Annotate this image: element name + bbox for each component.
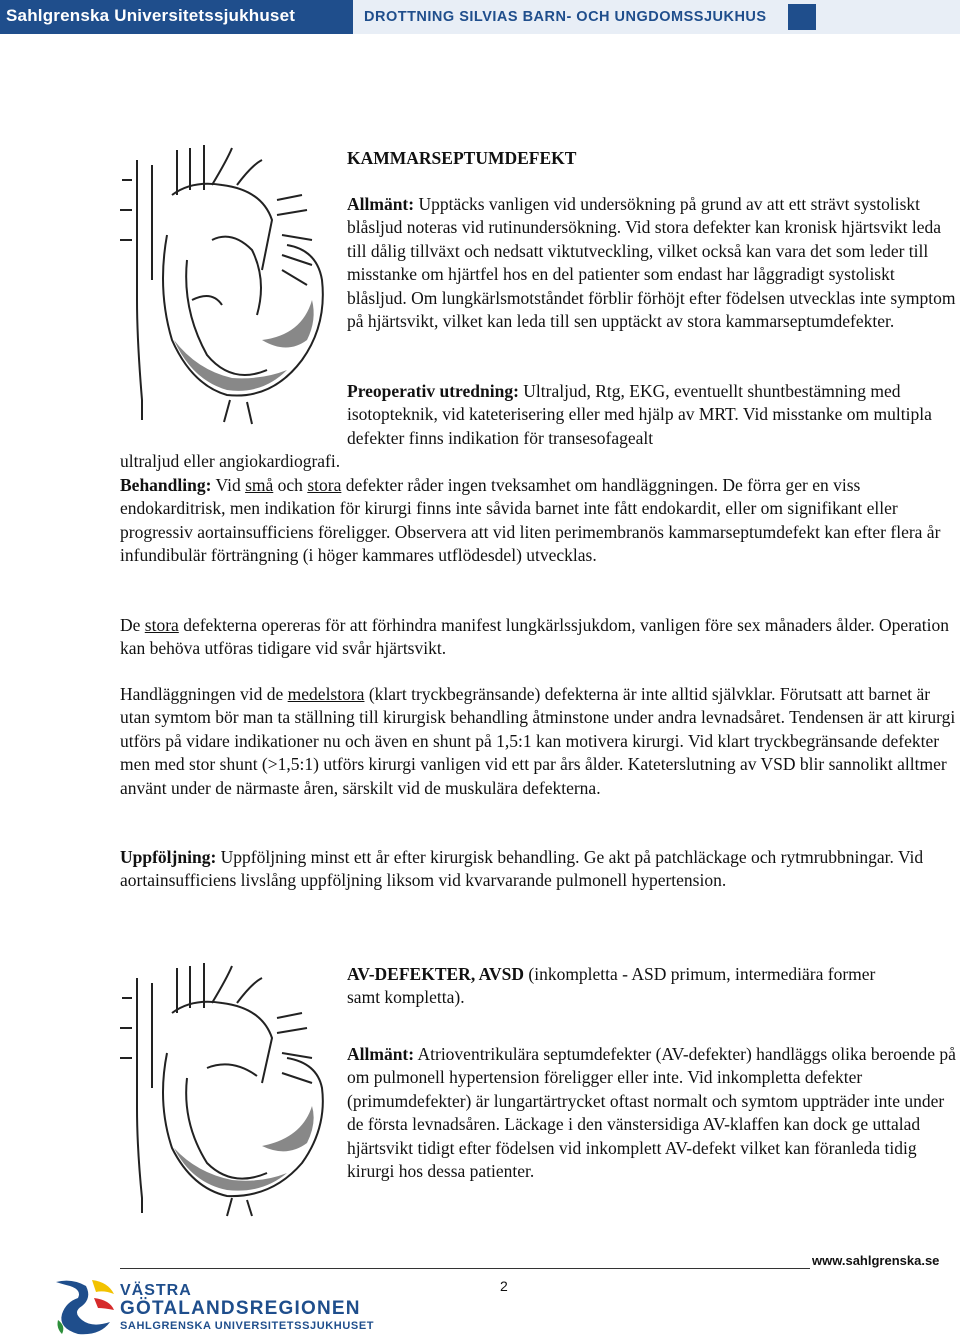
vsd-preop-paragraph	[347, 380, 957, 450]
vsd-behandling-label: Behandling:	[120, 475, 212, 495]
region-line2: GÖTALANDSREGIONEN	[120, 1298, 361, 1319]
vsd-uppfoljning-paragraph	[120, 846, 950, 893]
vsd-medel-pre: Handläggningen vid de	[120, 684, 288, 704]
vsd-stora-paragraph	[120, 614, 950, 661]
footer-url[interactable]: www.sahlgrenska.se	[812, 1253, 940, 1268]
vsd-stora-pre: De	[120, 615, 145, 635]
region-logo-icon	[52, 1276, 118, 1338]
vsd-behandling-sma: små	[245, 475, 274, 495]
avsd-heading	[347, 963, 907, 1010]
heart-avsd-illustration	[112, 958, 342, 1218]
avsd-subtitle: (inkompletta - ASD primum, intermediära former samt kompletta).	[347, 964, 876, 1008]
vsd-uppfoljning-label: Uppföljning:	[120, 847, 217, 867]
vsd-behandling-stora: stora	[307, 475, 342, 495]
vsd-preop-label: Preoperativ utredning:	[347, 381, 519, 401]
heart-vsd-illustration	[112, 140, 342, 430]
footer-divider	[120, 1268, 810, 1269]
vsd-behandling-text: defekter råder ingen tveksamhet om handläggningen. De förra ger en viss endokarditrisk, men indikation för kirurgi finns inte såvida barnet inte fått endokardit, eller om signifikant eller progressiv aortainsufficiens föreligger. Observera att vid liten perimembranös kammarseptumdefekt kan efter flera år infundibulär förträngning (i höger kammares utflödesdel) utvecklas.	[120, 475, 941, 566]
vsd-preop-continued: ultraljud eller angiokardiografi.	[120, 451, 341, 471]
header-banner	[0, 0, 960, 34]
vsd-medel-paragraph	[120, 683, 960, 800]
vsd-behandling-paragraph	[120, 474, 950, 568]
vsd-stora-underlined: stora	[144, 615, 179, 635]
region-line1: VÄSTRA	[120, 1282, 192, 1299]
vsd-behandling-pre: Vid	[211, 475, 246, 495]
avsd-allmant-paragraph	[347, 1043, 959, 1183]
vsd-preop-text: Ultraljud, Rtg, EKG, eventuellt shuntbestämning med isotopteknik, vid kateterisering eller med hjälp av MRT. Vid misstanke om multipla defekter finns indikation för transesofagealt	[347, 381, 932, 448]
avsd-title: AV-DEFEKTER, AVSD	[347, 964, 524, 984]
vsd-allmant-text: Upptäcks vanligen vid undersökning på grund av att ett strävt systoliskt blåsljud noteras vid rutinundersökning. Vid stora defekter kan kronisk hjärtsvikt leda till dålig tillväxt och nedsatt viktutveckling, vilket också kan vara det som leder till misstanke om hjärtfel hos en del patienter som endast har låggradigt systoliskt blåsljud. Om lungkärlsmotståndet förblir förhöjt efter födelsen utvecklas inte symptom på hjärtsvikt, vilket kan leda till sen upptäckt av stora kammarseptumdefekter.	[347, 194, 956, 332]
hospital-name: Sahlgrenska Universitetssjukhuset	[6, 6, 296, 25]
vsd-stora-text: defekterna opereras för att förhindra manifest lungkärlssjukdom, vanligen före sex månaders ålder. Operation kan behöva utföras tidigare vid svår hjärtsvikt.	[120, 615, 950, 659]
vsd-medel-underlined: medelstora	[287, 684, 365, 704]
region-line3: SAHLGRENSKA UNIVERSITETSSJUKHUSET	[120, 1320, 375, 1332]
banner-tab	[788, 4, 816, 30]
vsd-medel-text: (klart tryckbegränsande) defekterna är inte alltid självklar. Förutsatt att barnet är utan symtom bör man ta ställning till kirurgisk behandling åtminstone under andra levnadsåret. Tendensen är att kirurgi utförs på vidare indikationer nu och även en shunt på 1,5:1 kan motivera kirurgi. Vid klart tryckbegränsande defekter men med stor shunt (>1,5:1) utförs kirurgi vanligen vid ett par års ålder. Kateterslutning av VSD blir sannolikt alltmer använt under de närmaste åren, särskilt vid de muskulära defekterna.	[120, 684, 956, 798]
page-number: 2	[500, 1278, 508, 1294]
region-logo-text	[120, 1282, 374, 1332]
vsd-behandling-mid: och	[273, 475, 308, 495]
vsd-uppfoljning-text: Uppföljning minst ett år efter kirurgisk behandling. Ge akt på patchläckage och rytmrubbningar. Vid aortainsufficiens livslång uppföljning liksom vid kvarvarande pulmonell hypertension.	[120, 847, 924, 891]
vsd-title: KAMMARSEPTUMDEFEKT	[347, 148, 577, 168]
avsd-allmant-label: Allmänt:	[347, 1044, 415, 1064]
vsd-allmant-paragraph	[347, 193, 957, 333]
vsd-allmant-label: Allmänt:	[347, 194, 415, 214]
avsd-allmant-text: Atrioventrikulära septumdefekter (AV-defekter) handläggs olika beroende på om pulmonell hypertension föreligger eller inte. Vid inkompletta defekter (primumdefekter) är lungartärtrycket oftast normalt och symtom uppträder inte under de första levnadsåren. Läckage i den vänstersidiga AV-klaffen kan dock ge uttalad hjärtsvikt tidigt efter födelsen vid inkomplett AV-defekt vilket kan föranleda tidig kirurgi hos dessa patienter.	[347, 1044, 956, 1182]
unit-name: DROTTNING SILVIAS BARN- OCH UNGDOMSSJUKHUS	[364, 9, 767, 25]
